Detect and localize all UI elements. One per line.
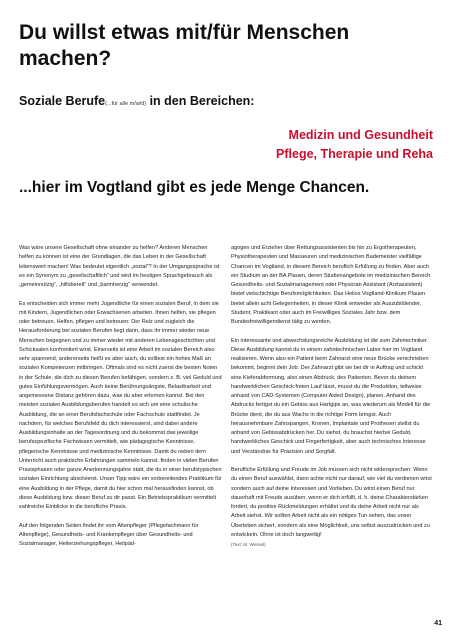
page-number: 41 — [434, 620, 442, 627]
subtitle-main: Soziale Berufe — [19, 94, 106, 108]
subtitle-gender-note: (...für alle m/w/d) — [105, 101, 147, 107]
paragraph: Was wäre unsere Gesellschaft ohne einander zu helfen? Anderen Menschen helfen zu können ist eine der Grundlagen, die das Leben in der Gesellschaft lebenswert machen! Was bedeutet eigentlich „sozial“? In der Umgangssprache ist es ein Synonym zu „gesellschaftlich“ und wird im heutigen Sprachgebrauch als „gemeinnützig“, „hilfsbereit“ und „barmherzig“ verwendet. — [19, 245, 220, 288]
fields-list — [276, 126, 433, 164]
subtitle-end: in den Bereichen: — [146, 94, 255, 108]
right-column — [231, 244, 434, 550]
left-column — [19, 244, 222, 549]
field-care: Pflege, Therapie und Reha — [276, 147, 433, 161]
tagline: ...hier im Vogtland gibt es jede Menge Chancen. — [19, 179, 370, 196]
field-medicine: Medizin und Gesundheit — [288, 128, 433, 142]
paragraph — [231, 466, 434, 550]
text-credit: (Text: M. Wessel) — [231, 542, 266, 547]
page-title: Du willst etwas mit/für Menschen machen? — [19, 21, 350, 70]
paragraph: Ein interessante und abwechslungsreiche Ausbildung ist die zum Zahntechniker. Diese Ausbildung kannst du in einem zahntechnischen Labor hier im Vogtland realisieren. Wenn also ein Patient beim Zahnarzt eine neue Brücke verschrieben bekommt, beginnt dein Job. Der Zahnarzt gibt sie bei dir in Auftrag und schickt eine Kieferabformung, also einen Abdruck, des Patienten. Bevor du deinem handwerklichen Geschick freien Lauf lässt, musst du die Produktion, teilweise anhand von CAD-Systemen (Computer Aided Design), planen. Anhand des Abdrucks fertigst du ein Gebiss aus Hartgips an, was wiederum als Modell für die Brücke dient, die du aus Wachs in die richtige Form bringst. Auch herausnehmbare Zahnspangen, Kronen, Implantate und Prothesen stellst du anhand von Gebissabdrücken her. Du siehst, du brauchst hierbei Geduld, handwerkliches Geschick und Fingerfertigkeit, aber auch technisches Interesse und Verständnis für Präzision und Sorgfalt. — [231, 337, 431, 455]
paragraph: Auf den folgenden Seiten findet ihr vom Altenpfleger (Pflegefachmann für Altenpflege), Gesundheits- und Krankenpfleger über Gesundheits- und Sozialmanager, Heilerziehungspfleger, Heilpäd- — [19, 522, 199, 547]
section-subtitle — [19, 94, 254, 108]
paragraph: Es entscheiden sich immer mehr Jugendliche für einen sozialen Beruf, in dem sie mit Kindern, Jugendlichen oder Erwachsenen arbeiten. Ihnen helfen, sie pflegen oder betreuen. Helfen, pflegen und betreuen: Der Reiz und zugleich die Herausforderung bei sozialen Berufen liegt darin, dass ihr immer wieder neue Menschen begegnen und zu immer wieder mit anderen Lebensgeschichten und Schicksalen konfrontiert wirst. Einerseits ist eine Arbeit im sozialen Bereich also sehr spannend, andererseits heißt es aber auch, du solltest ein hohes Maß an sozialen Kompetenzen mitbringen. Oftmals sind es nicht zuerst die besten Noten in der Schule, die dich zu diesen Berufen befähigen, sondern z. B. viel Geduld und gutes Einfühlungsvermögen. Auch keine Berührungsängste, Belastbarkeit und angemessene Distanz gehören dazu, was du aber erlernen kannst. Bei den meisten sozialen Ausbildungsberufen handelt es sich um eine schulische Ausbildung, die an einer Berufsfachschule oder Fachschule stattfindet. Je nachdem, für welches Berufsfeld du dich interessierst, sind dabei andere Ausbildungsinhalte an der Tagesordnung und du bekommst das jeweilige berufsspezifische Fachwissen vermittelt, wie pädagogische Kenntnisse, pflegerische Kenntnisse und medizinische Kenntnisse. Damit du neben dem Unterricht auch praktische Erfahrungen sammeln kannst, finden in vielen Berufen Praxisphasen oder ganze Anerkennungsjahre statt, die du in einer berufstypischen sozialen Einrichtung absolvierst. Unser Tipp wäre ein vorbereitendes Praktikum für eine Ausbildung in der Pflege, damit du hier schon mal herausfinden kannst, ob diese Ausbildung bzw. dieser Beruf zu dir passt. Ein Betriebspraktikum vermittelt zahlreiche Einblicke in die berufliche Praxis. — [19, 300, 222, 510]
paragraph-text: Berufliche Erfüllung und Freude im Job müssen sich nicht widersprechen: Wenn du einen Beruf auswählst, dann achte nicht nur darauf, wie viel du verdienen wirst sondern auch auf deine Interessen und Vorlieben. Du wirst einen Beruf nur dauerhaft mit Freude ausüben, wenn er dich erfüllt, d. h. deine Charakterstärken fordert, du positive Rückmeldungen erhältst und du deine Arbeit nicht nur als Arbeit siehst. Wir sollten Arbeit nicht als ein nötiges Tun sehen, das unser Überleben sichert, sondern als eine Möglichkeit, uns selbst auszudrücken und zu entwickeln. Ohne ist doch langweilig! — [231, 467, 432, 538]
paragraph: agogen und Erzieher über Rettungsassistenten bis hin zu Ergotherapeuten, Physiotherapeuten und Masseuren und medizinischen Bademeister vielfältige Chancen im Vogtland, in diesem Bereich beruflich Erfüllung zu finden. Aber auch ein Studium an der BA Plauen, deren Studienangebote im medizinischen Bereich Gesundheits- und Sozialmanagement oder Physician Assistant (Arztassistent) bietet vielschichtige Berufsmöglichkeiten. Das Helios Vogtland-Klinikum Plauen bietet allein acht Gelegenheiten, in dieser Klinik entweder als Auszubildender, Student, Praktikant oder auch im Freiwilliges Soziales Jahr bzw. dem Bundesfreiwilligendienst tätig zu werden. — [231, 245, 431, 325]
